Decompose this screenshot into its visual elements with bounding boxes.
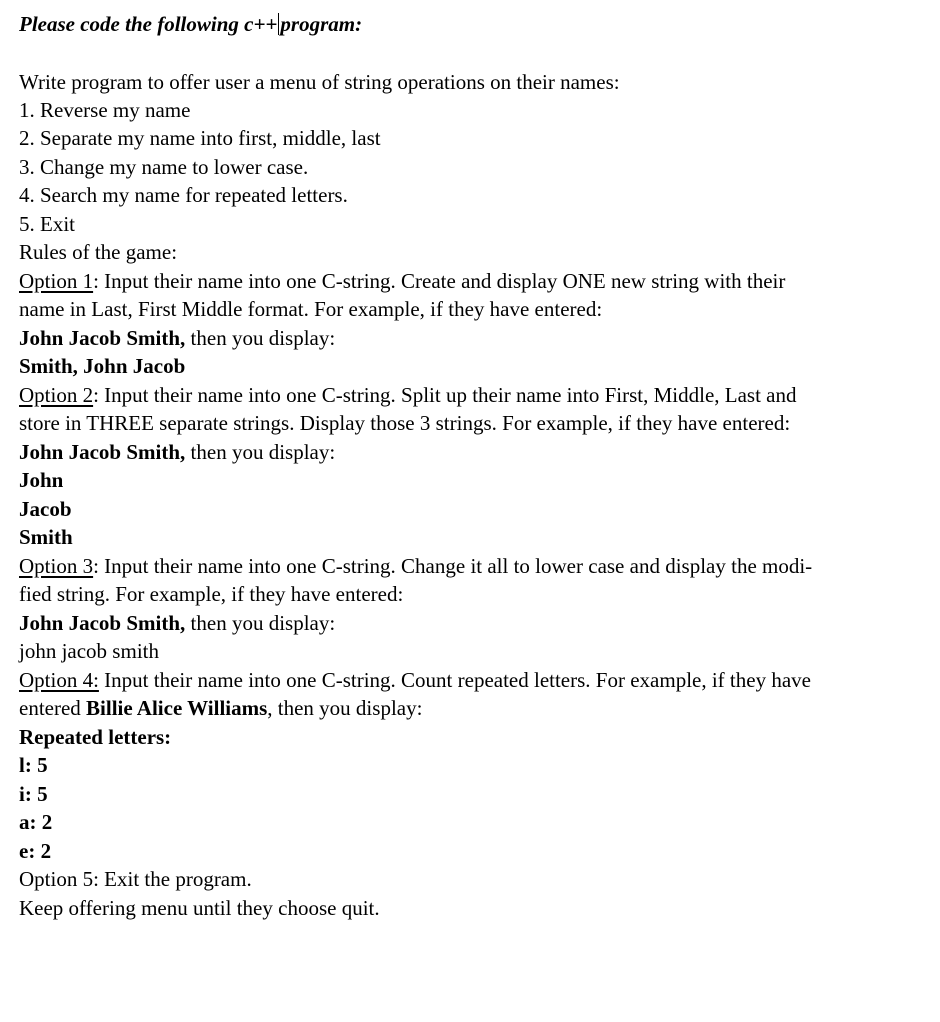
option1-label: Option 1 — [19, 269, 94, 293]
option2-example — [19, 439, 335, 465]
option4-count-i: i: 5 — [19, 782, 48, 806]
option4-count-e: e: 2 — [19, 839, 52, 863]
menu-item-2: 2. Separate my name into first, middle, last — [19, 126, 381, 150]
option2-output-first: John — [19, 468, 64, 492]
option4-label: Option 4: — [19, 668, 99, 692]
option4-line1 — [19, 667, 811, 693]
option2-text: : Input their name into one C-string. Split up their name into First, Middle, Last and — [93, 383, 797, 407]
option5-line: Option 5: Exit the program. — [19, 867, 252, 891]
option3-line2: fied string. For example, if they have entered: — [19, 582, 404, 606]
option3-text: : Input their name into one C-string. Change it all to lower case and display the modi- — [93, 554, 813, 578]
option3-input: John Jacob Smith, — [19, 611, 186, 635]
heading-text-end: program: — [280, 12, 363, 36]
option2-label: Option 2 — [19, 383, 94, 407]
footer-text: Keep offering menu until they choose quit. — [19, 896, 380, 920]
option1-line1 — [19, 268, 785, 294]
menu-item-4: 4. Search my name for repeated letters. — [19, 183, 348, 207]
rules-title: Rules of the game: — [19, 240, 178, 264]
option3-output: john jacob smith — [19, 639, 159, 663]
option1-input: John Jacob Smith, — [19, 326, 186, 350]
option1-then: then you display: — [185, 326, 336, 350]
option1-line2: name in Last, First Middle format. For example, if they have entered: — [19, 297, 603, 321]
option3-then: then you display: — [185, 611, 336, 635]
option4-line2 — [19, 695, 422, 721]
menu-item-3: 3. Change my name to lower case. — [19, 155, 309, 179]
option1-text: : Input their name into one C-string. Create and display ONE new string with their — [93, 269, 786, 293]
option1-output: Smith, John Jacob — [19, 354, 186, 378]
option4-input: Billie Alice Williams — [86, 696, 268, 720]
option2-line2: store in THREE separate strings. Display those 3 strings. For example, if they have entered: — [19, 411, 791, 435]
option4-count-l: l: 5 — [19, 753, 48, 777]
option4-prefix: entered — [19, 696, 87, 720]
option2-output-middle: Jacob — [19, 497, 72, 521]
option4-suffix: , then you display: — [267, 696, 423, 720]
menu-item-5: 5. Exit — [19, 212, 75, 236]
option4-output-title: Repeated letters: — [19, 725, 172, 749]
heading-text: Please code the following c++ — [19, 12, 278, 36]
page-heading — [19, 11, 362, 37]
option3-line1 — [19, 553, 812, 579]
intro-text: Write program to offer user a menu of string operations on their names: — [19, 70, 620, 94]
option1-example — [19, 325, 335, 351]
option2-input: John Jacob Smith, — [19, 440, 186, 464]
option4-count-a: a: 2 — [19, 810, 53, 834]
option2-then: then you display: — [185, 440, 336, 464]
option4-text: Input their name into one C-string. Count repeated letters. For example, if they have — [98, 668, 811, 692]
option3-label: Option 3 — [19, 554, 94, 578]
option3-example — [19, 610, 335, 636]
menu-item-1: 1. Reverse my name — [19, 98, 191, 122]
option2-output-last: Smith — [19, 525, 73, 549]
option2-line1 — [19, 382, 797, 408]
